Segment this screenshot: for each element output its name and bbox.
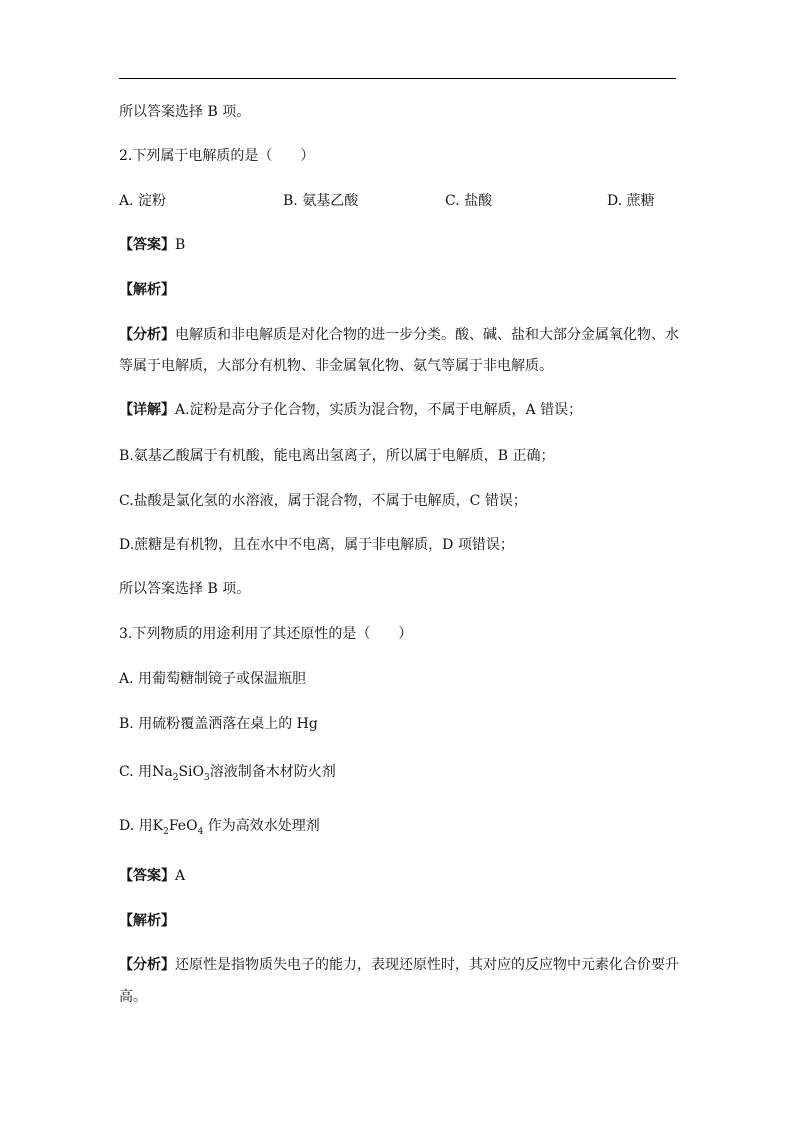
q2-stem: 2.下列属于电解质的是（ ） [119,148,315,164]
q1-conclusion: 所以答案选择 B 项。 [119,104,251,120]
q2-answer [119,235,185,255]
q2-option-a: A. 淀粉 [119,193,167,209]
formula-k2feo4 [152,818,204,837]
q2-xiangjie-d: D.蔗糖是有机物，且在水中不电离，属于非电解质，D 项错误； [119,537,514,553]
q3-option-b: B. 用硫粉覆盖洒落在桌上的 Hg [119,716,318,732]
answer-tag: 【答案】 [119,868,175,884]
q3-fenxi-line-2: 高。 [119,989,147,1005]
q2-xiangjie-a [119,400,582,420]
formula-subscript: 2 [163,827,169,837]
option-d-suffix: 作为高效水处理剂 [203,818,320,834]
option-c-suffix: 溶液制备木材防火剂 [209,764,336,780]
q3-analysis-heading: 【解析】 [119,913,175,929]
fenxi-text: 电解质和非电解质是对化合物的进一步分类。酸、碱、盐和大部分金属氧化物、水 [175,327,679,343]
q2-xiangjie-c: C.盐酸是氯化氢的水溶液，属于混合物，不属于电解质，C 错误； [119,493,527,509]
header-rule [119,78,676,79]
q2-xiangjie-b: B.氨基乙酸属于有机酸，能电离出氢离子，所以属于电解质，B 正确； [119,448,555,464]
answer-value: A [175,868,186,884]
formula-subscript: 2 [172,773,179,783]
q3-option-d [119,816,320,838]
xiangjie-a-text: A.淀粉是高分子化合物，实质为混合物，不属于电解质，A 错误； [175,402,583,418]
answer-tag: 【答案】 [119,237,175,253]
q2-fenxi-line-2: 等属于电解质，大部分有机物、非金属氧化物、氨气等属于非电解质。 [119,358,553,374]
formula-part: K [152,818,164,834]
formula-subscript: 4 [197,827,204,837]
q3-stem: 3.下列物质的用途利用了其还原性的是（ ） [119,626,413,642]
q2-fenxi-line-1 [119,325,679,345]
option-d-prefix: D. 用 [119,818,153,834]
q2-option-d: D. 蔗糖 [607,193,655,209]
formula-na2sio3 [152,764,210,783]
xiangjie-tag: 【详解】 [119,402,175,418]
formula-subscript: 3 [204,773,210,783]
formula-part: FeO [168,818,198,834]
q3-fenxi-line-1 [119,955,679,975]
q3-option-c [119,762,336,784]
formula-part: SiO [178,764,205,780]
option-c-prefix: C. 用 [119,764,153,780]
formula-part: Na [152,764,173,780]
fenxi-tag: 【分析】 [119,957,175,973]
q2-conclusion: 所以答案选择 B 项。 [119,581,251,597]
q3-option-a: A. 用葡萄糖制镜子或保温瓶胆 [119,671,307,687]
q3-answer [119,866,185,886]
q2-option-b: B. 氨基乙酸 [283,193,359,209]
answer-value: B [175,237,186,253]
fenxi-tag: 【分析】 [119,327,175,343]
q2-option-c: C. 盐酸 [445,193,493,209]
q2-analysis-heading: 【解析】 [119,282,175,298]
fenxi-text: 还原性是指物质失电子的能力，表现还原性时，其对应的反应物中元素化合价要升 [175,957,679,973]
